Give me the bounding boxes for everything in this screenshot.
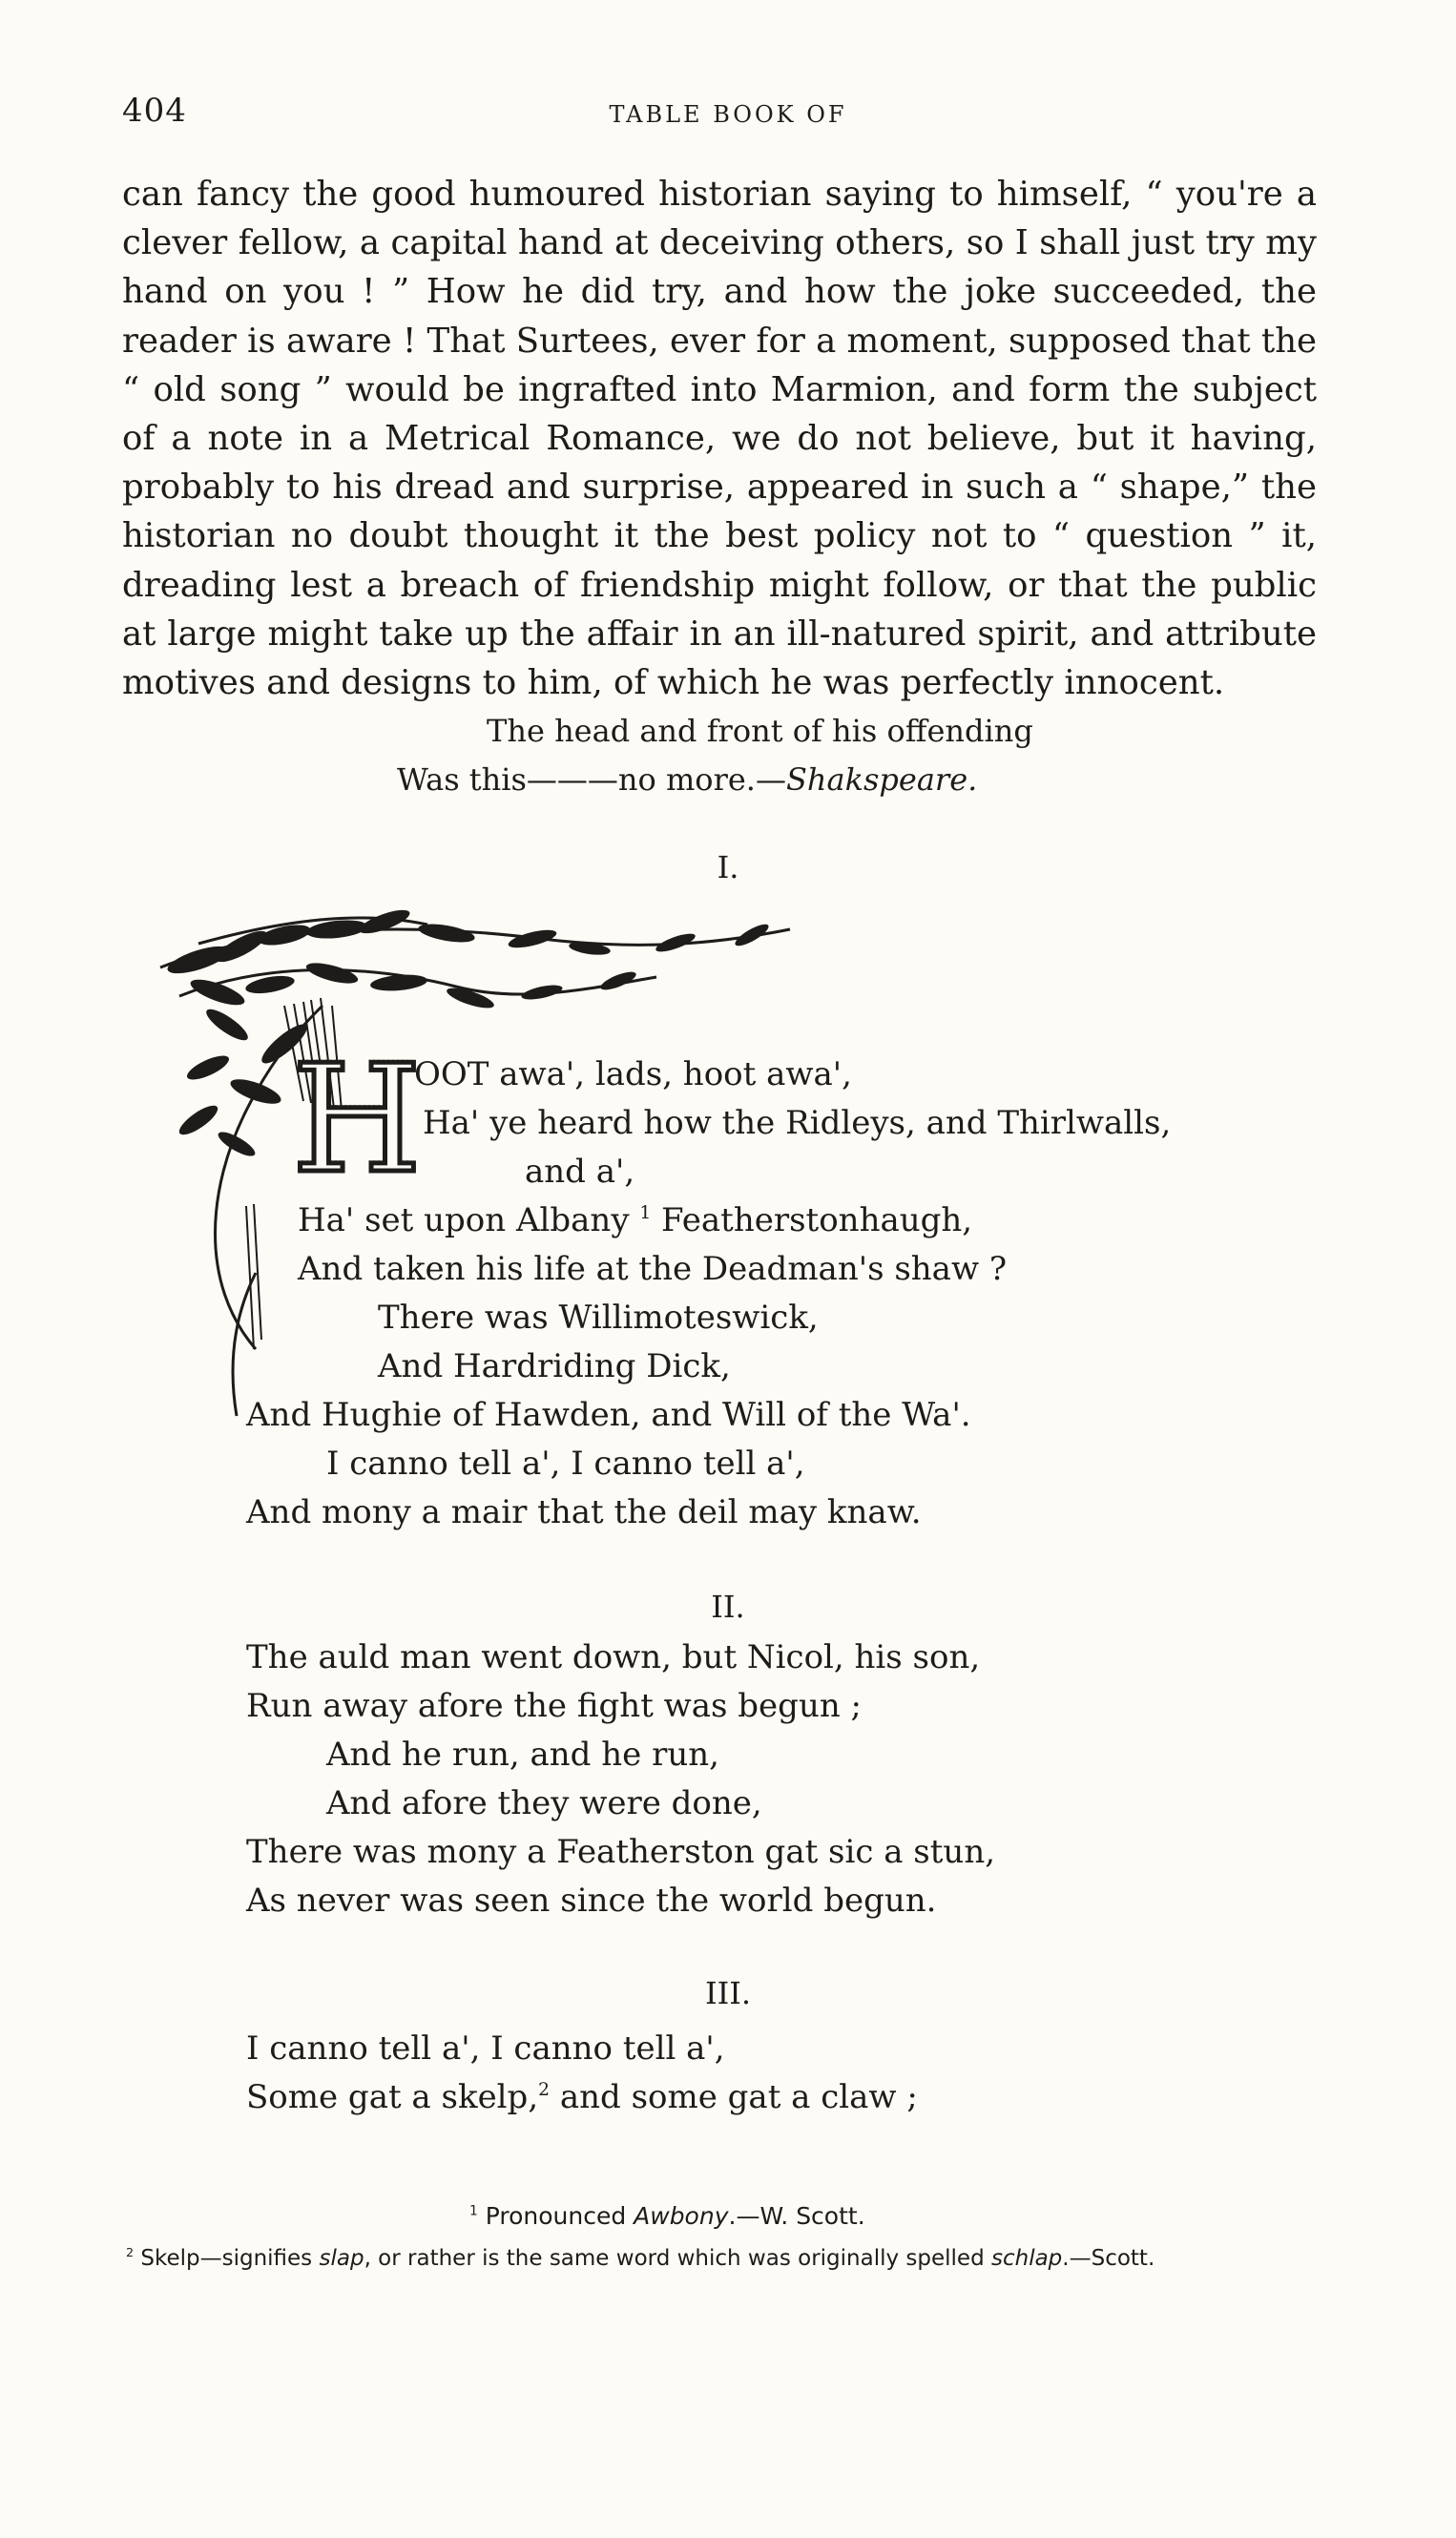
footnote-italic: schlap [990, 2246, 1063, 2271]
footnote-italic: Awbony [634, 2202, 729, 2230]
quote-attribution: Shakspeare. [785, 761, 978, 798]
footnote-1 [469, 2202, 865, 2230]
verse-line: Run away afore the fight was begun ; [246, 1687, 863, 1725]
footnote-mark: 1 [469, 2203, 478, 2219]
verse-line: Ha' ye heard how the Ridleys, and Thirlwalls, [423, 1104, 1172, 1142]
verse-line: I canno tell a', I canno tell a', [246, 2029, 725, 2068]
verse-line [298, 1201, 972, 1239]
verse-text: Some gat a skelp, [246, 2078, 539, 2116]
footnote-mark: 2 [126, 2245, 135, 2260]
prose-line: probably to his dread and surprise, appeared in such a “ shape,” the [122, 468, 1317, 508]
verse-line: As never was seen since the world begun. [246, 1882, 937, 1920]
verse-line: And mony a mair that the deil may knaw. [246, 1493, 922, 1531]
verse-text: and some gat a claw ; [550, 2078, 918, 2116]
footnote-text: .—Scott. [1062, 2246, 1155, 2271]
prose-line: dreading lest a breach of friendship might follow, or that the public [122, 565, 1317, 605]
verse-line: There was Willimoteswick, [378, 1299, 819, 1337]
verse-text: Featherstonhaugh, [651, 1201, 973, 1239]
footnote-ref: 2 [538, 2079, 551, 2100]
quote-line-1: The head and front of his offending [487, 713, 1033, 749]
footnote-2 [126, 2246, 1154, 2271]
footnote-ref: 1 [639, 1202, 652, 1223]
verse-line: And Hardriding Dick, [378, 1347, 731, 1385]
verse-line: There was mony a Featherston gat sic a stun, [246, 1833, 996, 1871]
quote-text: Was this [397, 761, 527, 798]
verse-line: The auld man went down, but Nicol, his son, [246, 1638, 981, 1676]
footnote-italic: slap [319, 2246, 364, 2271]
prose-line: historian no doubt thought it the best policy not to “ question ” it, [122, 516, 1317, 556]
footnote-text: Pronounced [485, 2202, 634, 2230]
drop-cap-letter: H [292, 1032, 423, 1206]
stanza-number: II. [711, 1589, 745, 1625]
prose-line: hand on you ! ” How he did try, and how the joke succeeded, the [122, 272, 1317, 312]
prose-line: motives and designs to him, of which he was perfectly innocent. [122, 662, 1225, 702]
prose-paragraph [122, 170, 1317, 707]
prose-line: clever fellow, a capital hand at deceiving others, so I shall just try my [122, 223, 1317, 263]
verse-text: Ha' set upon Albany [298, 1201, 630, 1239]
verse-line: And taken his life at the Deadman's shaw ? [298, 1250, 1008, 1288]
verse-line: and a', [525, 1153, 635, 1191]
page-number: 404 [122, 92, 187, 130]
stanza-number: I. [717, 849, 739, 885]
prose-line: can fancy the good humoured historian saying to himself, “ you're a [122, 175, 1317, 214]
footnote-text: Skelp—signifies [140, 2246, 320, 2271]
stanza-number: III. [704, 1975, 752, 2011]
running-title: TABLE BOOK OF [609, 101, 847, 128]
quote-line-2 [397, 761, 977, 798]
verse-line: And Hughie of Hawden, and Will of the Wa'. [246, 1396, 971, 1434]
footnote-text: .—W. Scott. [728, 2202, 865, 2230]
prose-line: at large might take up the affair in an ill-natured spirit, and attribute [122, 614, 1317, 654]
verse-line: OOT awa', lads, hoot awa', [414, 1055, 852, 1093]
verse-line: And he run, and he run, [326, 1736, 719, 1774]
verse-line: And afore they were done, [326, 1784, 762, 1822]
quote-dash: ——— [526, 761, 618, 798]
prose-line: “ old song ” would be ingrafted into Marmion, and form the subject [122, 369, 1317, 409]
prose-line: of a note in a Metrical Romance, we do not believe, but it having, [122, 418, 1317, 458]
footnote-text: , or rather is the same word which was originally spelled [364, 2246, 991, 2271]
prose-line: reader is aware ! That Surtees, ever for a moment, supposed that the [122, 321, 1318, 361]
verse-line: I canno tell a', I canno tell a', [326, 1445, 805, 1483]
quote-text: no more.— [617, 761, 786, 798]
verse-line [246, 2078, 918, 2116]
